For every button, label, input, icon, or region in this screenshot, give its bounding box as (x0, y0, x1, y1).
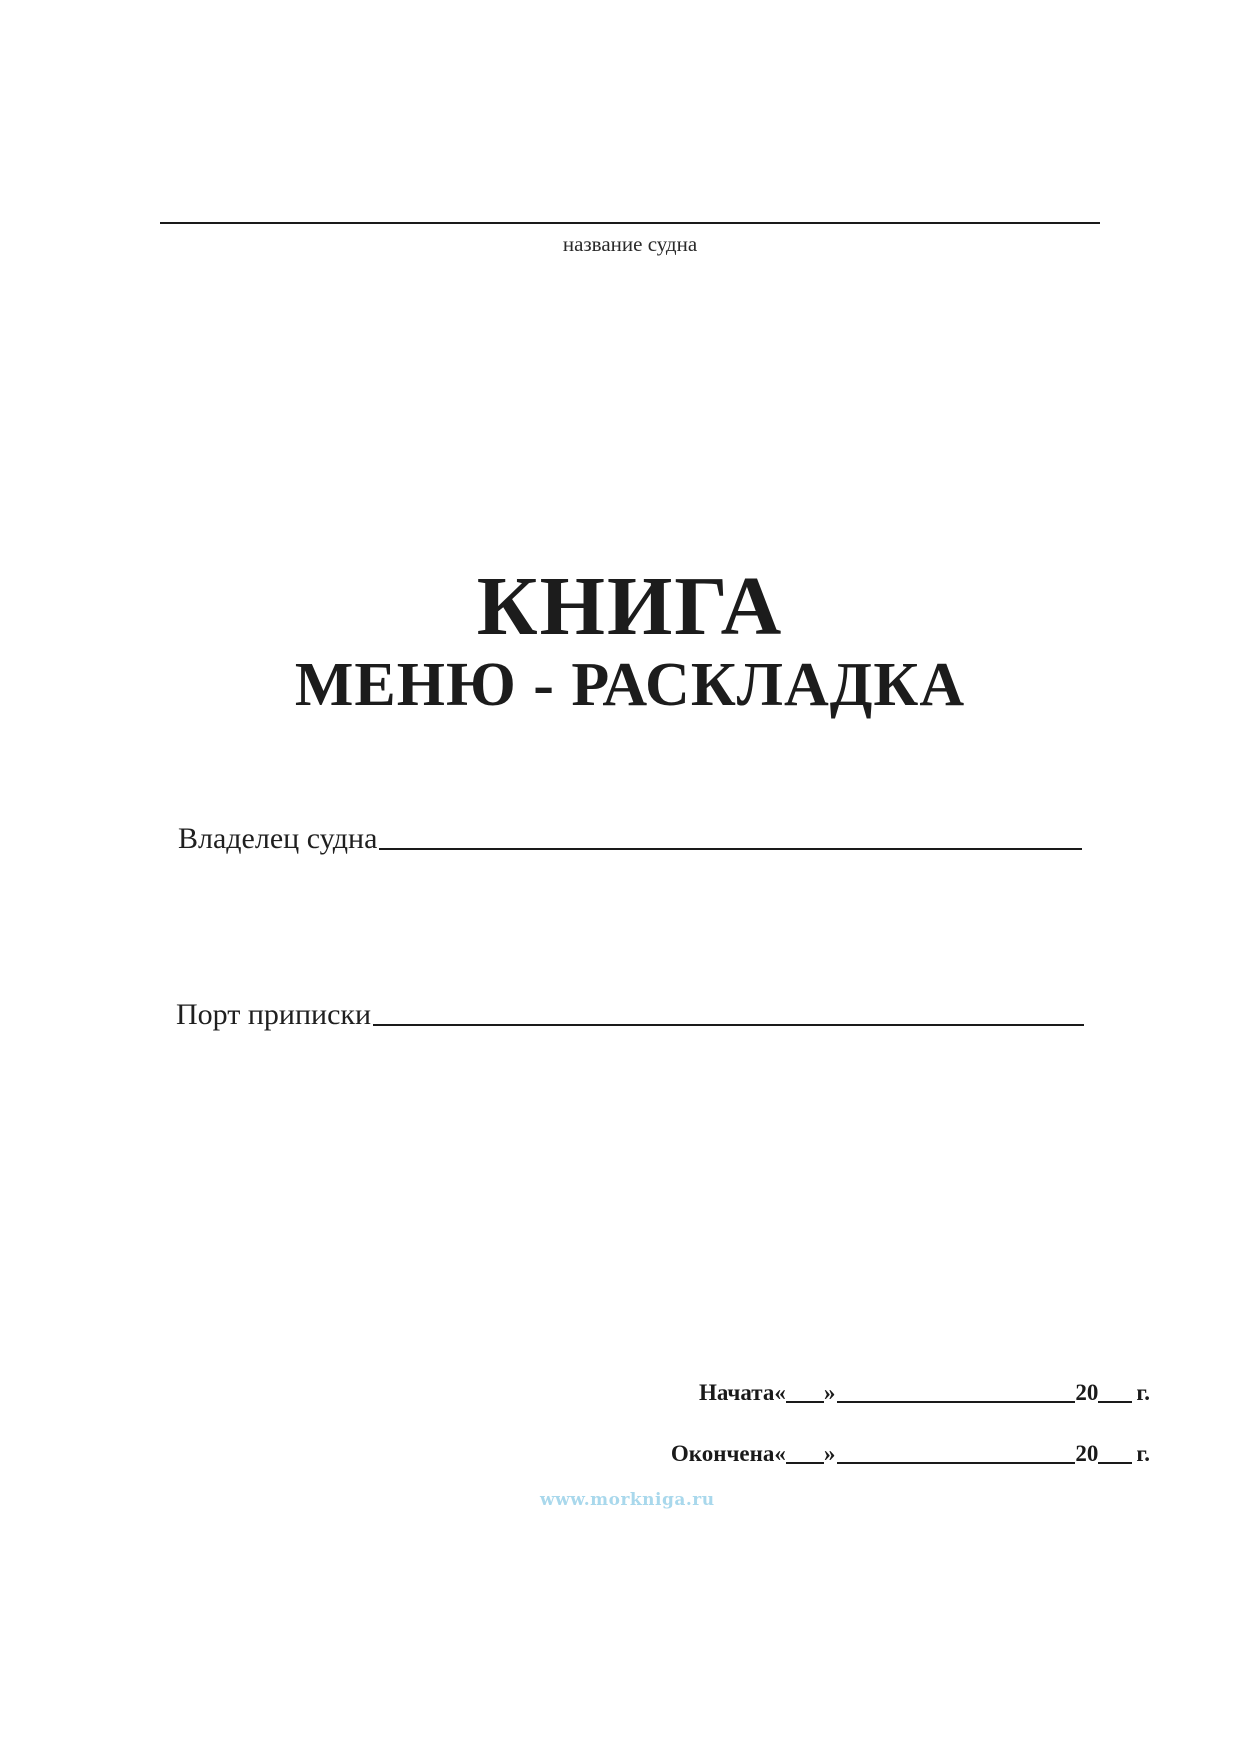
owner-label: Владелец судна (178, 822, 378, 855)
ended-label: Окончена (670, 1441, 775, 1466)
ended-day-blank (786, 1462, 824, 1464)
open-quote: « (774, 1441, 786, 1466)
ended-month-blank (837, 1462, 1075, 1464)
year-suffix: г. (1136, 1380, 1150, 1405)
owner-field (178, 822, 1082, 856)
ship-name-line (160, 222, 1100, 224)
close-quote: » (823, 1441, 836, 1466)
ended-date-row (671, 1441, 1150, 1467)
document-title: КНИГА (476, 560, 784, 653)
ended-year-blank (1098, 1462, 1132, 1464)
year-prefix: 20 (1075, 1380, 1099, 1405)
started-date-row (699, 1380, 1150, 1406)
open-quote: « (774, 1380, 786, 1405)
port-fill-line (373, 1024, 1084, 1026)
port-field (176, 998, 1084, 1032)
started-year-blank (1098, 1401, 1132, 1403)
started-label: Начата (698, 1380, 775, 1405)
owner-fill-line (379, 848, 1082, 850)
close-quote: » (823, 1380, 836, 1405)
watermark: www.morkniga.ru (540, 1490, 715, 1510)
started-day-blank (786, 1401, 824, 1403)
document-subtitle: МЕНЮ - РАСКЛАДКА (294, 651, 966, 719)
started-month-blank (837, 1401, 1075, 1403)
year-prefix: 20 (1075, 1441, 1099, 1466)
year-suffix: г. (1136, 1441, 1150, 1466)
port-label: Порт приписки (176, 998, 372, 1031)
ship-name-caption: название судна (562, 232, 698, 256)
